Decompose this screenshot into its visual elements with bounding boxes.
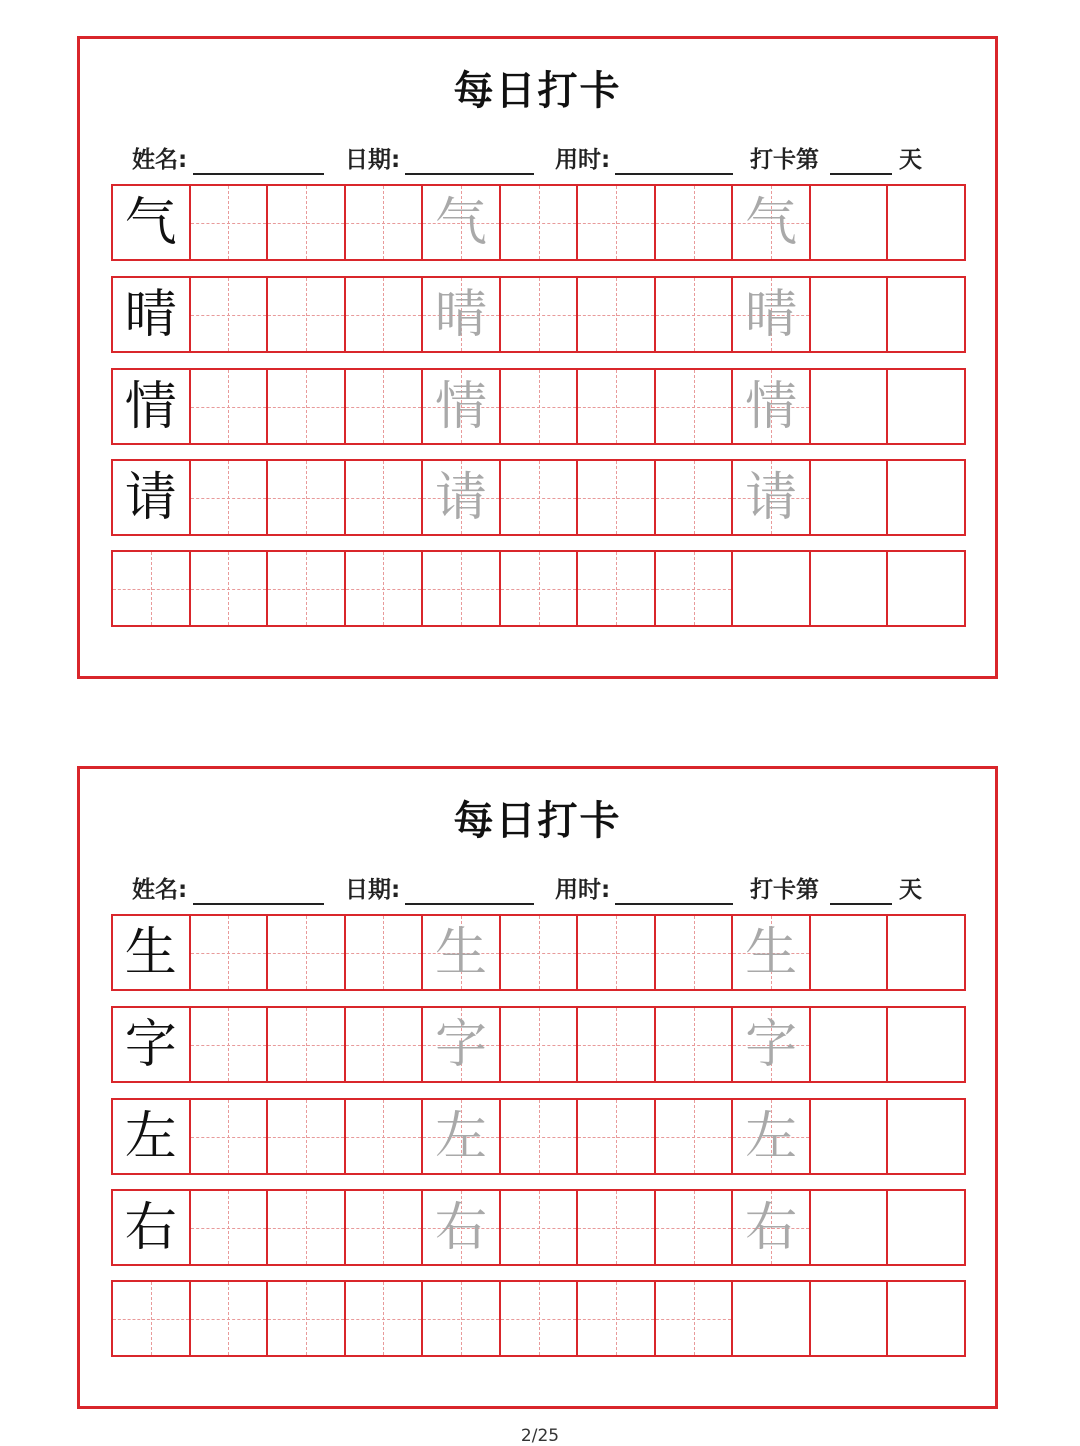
practice-cell[interactable] [733, 1008, 811, 1081]
practice-cell[interactable] [191, 1008, 269, 1081]
practice-cell[interactable] [578, 370, 656, 443]
practice-cell[interactable] [191, 278, 269, 351]
streak-blank-line[interactable] [830, 903, 892, 905]
name-label: 姓名: [132, 877, 188, 903]
practice-cell[interactable] [423, 916, 501, 989]
model-character: 字 [124, 1014, 177, 1075]
practice-cell[interactable] [656, 1008, 734, 1081]
name-label: 姓名: [132, 147, 188, 173]
date-label: 日期: [345, 147, 401, 173]
practice-cell[interactable] [191, 916, 269, 989]
practice-cell[interactable] [268, 916, 346, 989]
time-label: 用时: [555, 877, 611, 903]
date-label: 日期: [345, 877, 401, 903]
practice-cell[interactable] [501, 461, 579, 534]
streak-suffix-label: 天 [899, 877, 922, 903]
grid-row [111, 1006, 966, 1083]
practice-cell[interactable] [346, 1008, 424, 1081]
model-cell[interactable] [113, 461, 191, 534]
practice-cell[interactable] [578, 186, 656, 259]
model-character: 情 [124, 376, 177, 437]
practice-cell[interactable] [346, 370, 424, 443]
grid-row [111, 459, 966, 536]
practice-cell[interactable] [811, 916, 889, 989]
page-indicator: 2/25 [520, 1426, 560, 1446]
practice-cell[interactable] [501, 916, 579, 989]
practice-cell[interactable] [733, 370, 811, 443]
model-character: 晴 [124, 284, 177, 345]
info-row [80, 139, 995, 179]
practice-cell[interactable] [656, 278, 734, 351]
practice-cell[interactable] [191, 552, 269, 625]
trace-character: 请 [434, 467, 487, 528]
model-cell[interactable] [113, 916, 191, 989]
practice-cell[interactable] [268, 1008, 346, 1081]
practice-cell[interactable] [346, 186, 424, 259]
time-blank-line[interactable] [615, 173, 733, 175]
practice-cell[interactable] [423, 1008, 501, 1081]
practice-cell[interactable] [888, 278, 964, 351]
grid-row [111, 1189, 966, 1266]
practice-cell[interactable] [888, 186, 964, 259]
practice-cell[interactable] [346, 461, 424, 534]
date-blank-line[interactable] [405, 173, 534, 175]
practice-cell[interactable] [888, 916, 964, 989]
grid-row [111, 184, 966, 261]
practice-cell[interactable] [191, 1282, 269, 1355]
practice-cell[interactable] [811, 1191, 889, 1264]
streak-prefix-label: 打卡第 [750, 877, 819, 903]
practice-cell[interactable] [811, 461, 889, 534]
model-character: 请 [124, 467, 177, 528]
practice-cell[interactable] [423, 1282, 501, 1355]
practice-cell[interactable] [268, 1282, 346, 1355]
practice-cell[interactable] [501, 552, 579, 625]
practice-cell[interactable] [423, 1191, 501, 1264]
info-row [80, 869, 995, 909]
model-cell[interactable] [113, 552, 191, 625]
practice-cell[interactable] [501, 186, 579, 259]
practice-cell[interactable] [811, 278, 889, 351]
practice-cell[interactable] [733, 186, 811, 259]
practice-cell[interactable] [268, 186, 346, 259]
practice-cell[interactable] [733, 1191, 811, 1264]
practice-cell[interactable] [733, 916, 811, 989]
practice-cell[interactable] [191, 1191, 269, 1264]
grid-row [111, 1280, 966, 1357]
practice-cell[interactable] [811, 1100, 889, 1173]
trace-character: 晴 [745, 284, 798, 345]
practice-cell[interactable] [733, 278, 811, 351]
practice-cell[interactable] [733, 1100, 811, 1173]
practice-cell[interactable] [268, 1100, 346, 1173]
practice-cell[interactable] [501, 1008, 579, 1081]
practice-cell[interactable] [578, 1100, 656, 1173]
practice-cell[interactable] [346, 916, 424, 989]
practice-cell[interactable] [656, 1100, 734, 1173]
trace-character: 请 [745, 467, 798, 528]
practice-cell[interactable] [811, 1282, 889, 1355]
practice-sheet-2 [77, 766, 998, 1409]
practice-cell[interactable] [423, 1100, 501, 1173]
practice-cell[interactable] [888, 1191, 964, 1264]
trace-character: 生 [745, 922, 798, 983]
model-cell[interactable] [113, 278, 191, 351]
model-cell[interactable] [113, 1100, 191, 1173]
model-cell[interactable] [113, 1191, 191, 1264]
practice-cell[interactable] [268, 552, 346, 625]
sheet-title: 每日打卡 [453, 798, 622, 844]
model-character: 左 [124, 1106, 177, 1167]
practice-cell[interactable] [656, 1282, 734, 1355]
practice-cell[interactable] [656, 461, 734, 534]
streak-blank-line[interactable] [830, 173, 892, 175]
trace-character: 生 [434, 922, 487, 983]
sheet-title: 每日打卡 [453, 68, 622, 114]
practice-cell[interactable] [423, 370, 501, 443]
practice-cell[interactable] [656, 1191, 734, 1264]
practice-cell[interactable] [423, 186, 501, 259]
practice-cell[interactable] [578, 916, 656, 989]
practice-sheet-1 [77, 36, 998, 679]
practice-cell[interactable] [888, 1282, 964, 1355]
practice-cell[interactable] [346, 1191, 424, 1264]
grid-row [111, 368, 966, 445]
practice-cell[interactable] [811, 1008, 889, 1081]
grid-row [111, 550, 966, 627]
model-cell[interactable] [113, 1282, 191, 1355]
practice-cell[interactable] [191, 1100, 269, 1173]
practice-cell[interactable] [811, 552, 889, 625]
practice-cell[interactable] [268, 370, 346, 443]
practice-cell[interactable] [191, 186, 269, 259]
practice-cell[interactable] [191, 370, 269, 443]
practice-cell[interactable] [888, 370, 964, 443]
practice-cell[interactable] [346, 1282, 424, 1355]
practice-cell[interactable] [578, 1282, 656, 1355]
practice-cell[interactable] [423, 461, 501, 534]
practice-cell[interactable] [578, 1008, 656, 1081]
practice-cell[interactable] [346, 552, 424, 625]
trace-character: 右 [745, 1197, 798, 1258]
practice-cell[interactable] [656, 916, 734, 989]
practice-cell[interactable] [423, 278, 501, 351]
practice-cell[interactable] [733, 461, 811, 534]
trace-character: 情 [434, 376, 487, 437]
practice-cell[interactable] [578, 461, 656, 534]
practice-cell[interactable] [501, 1191, 579, 1264]
practice-cell[interactable] [268, 278, 346, 351]
grid-row [111, 914, 966, 991]
streak-suffix-label: 天 [899, 147, 922, 173]
trace-character: 晴 [434, 284, 487, 345]
trace-character: 气 [434, 192, 487, 253]
practice-cell[interactable] [888, 552, 964, 625]
time-label: 用时: [555, 147, 611, 173]
time-blank-line[interactable] [615, 903, 733, 905]
practice-cell[interactable] [268, 461, 346, 534]
practice-cell[interactable] [578, 1191, 656, 1264]
trace-character: 左 [434, 1106, 487, 1167]
practice-cell[interactable] [501, 1282, 579, 1355]
practice-cell[interactable] [501, 370, 579, 443]
practice-cell[interactable] [656, 186, 734, 259]
trace-character: 情 [745, 376, 798, 437]
practice-cell[interactable] [888, 1008, 964, 1081]
practice-cell[interactable] [733, 552, 811, 625]
trace-character: 字 [434, 1014, 487, 1075]
grid-row [111, 1098, 966, 1175]
model-cell[interactable] [113, 370, 191, 443]
practice-cell[interactable] [501, 278, 579, 351]
practice-cell[interactable] [578, 552, 656, 625]
streak-prefix-label: 打卡第 [750, 147, 819, 173]
practice-cell[interactable] [656, 370, 734, 443]
practice-cell[interactable] [501, 1100, 579, 1173]
practice-cell[interactable] [191, 461, 269, 534]
practice-cell[interactable] [888, 1100, 964, 1173]
model-character: 右 [124, 1197, 177, 1258]
practice-cell[interactable] [423, 552, 501, 625]
practice-cell[interactable] [888, 461, 964, 534]
name-blank-line[interactable] [193, 903, 324, 905]
grid-row [111, 276, 966, 353]
trace-character: 气 [745, 192, 798, 253]
name-blank-line[interactable] [193, 173, 324, 175]
model-cell[interactable] [113, 1008, 191, 1081]
practice-cell[interactable] [733, 1282, 811, 1355]
model-character: 气 [124, 192, 177, 253]
trace-character: 字 [745, 1014, 798, 1075]
trace-character: 右 [434, 1197, 487, 1258]
practice-cell[interactable] [268, 1191, 346, 1264]
practice-cell[interactable] [346, 278, 424, 351]
model-cell[interactable] [113, 186, 191, 259]
practice-cell[interactable] [346, 1100, 424, 1173]
practice-cell[interactable] [811, 370, 889, 443]
practice-cell[interactable] [578, 278, 656, 351]
date-blank-line[interactable] [405, 903, 534, 905]
practice-cell[interactable] [811, 186, 889, 259]
trace-character: 左 [745, 1106, 798, 1167]
model-character: 生 [124, 922, 177, 983]
practice-cell[interactable] [656, 552, 734, 625]
